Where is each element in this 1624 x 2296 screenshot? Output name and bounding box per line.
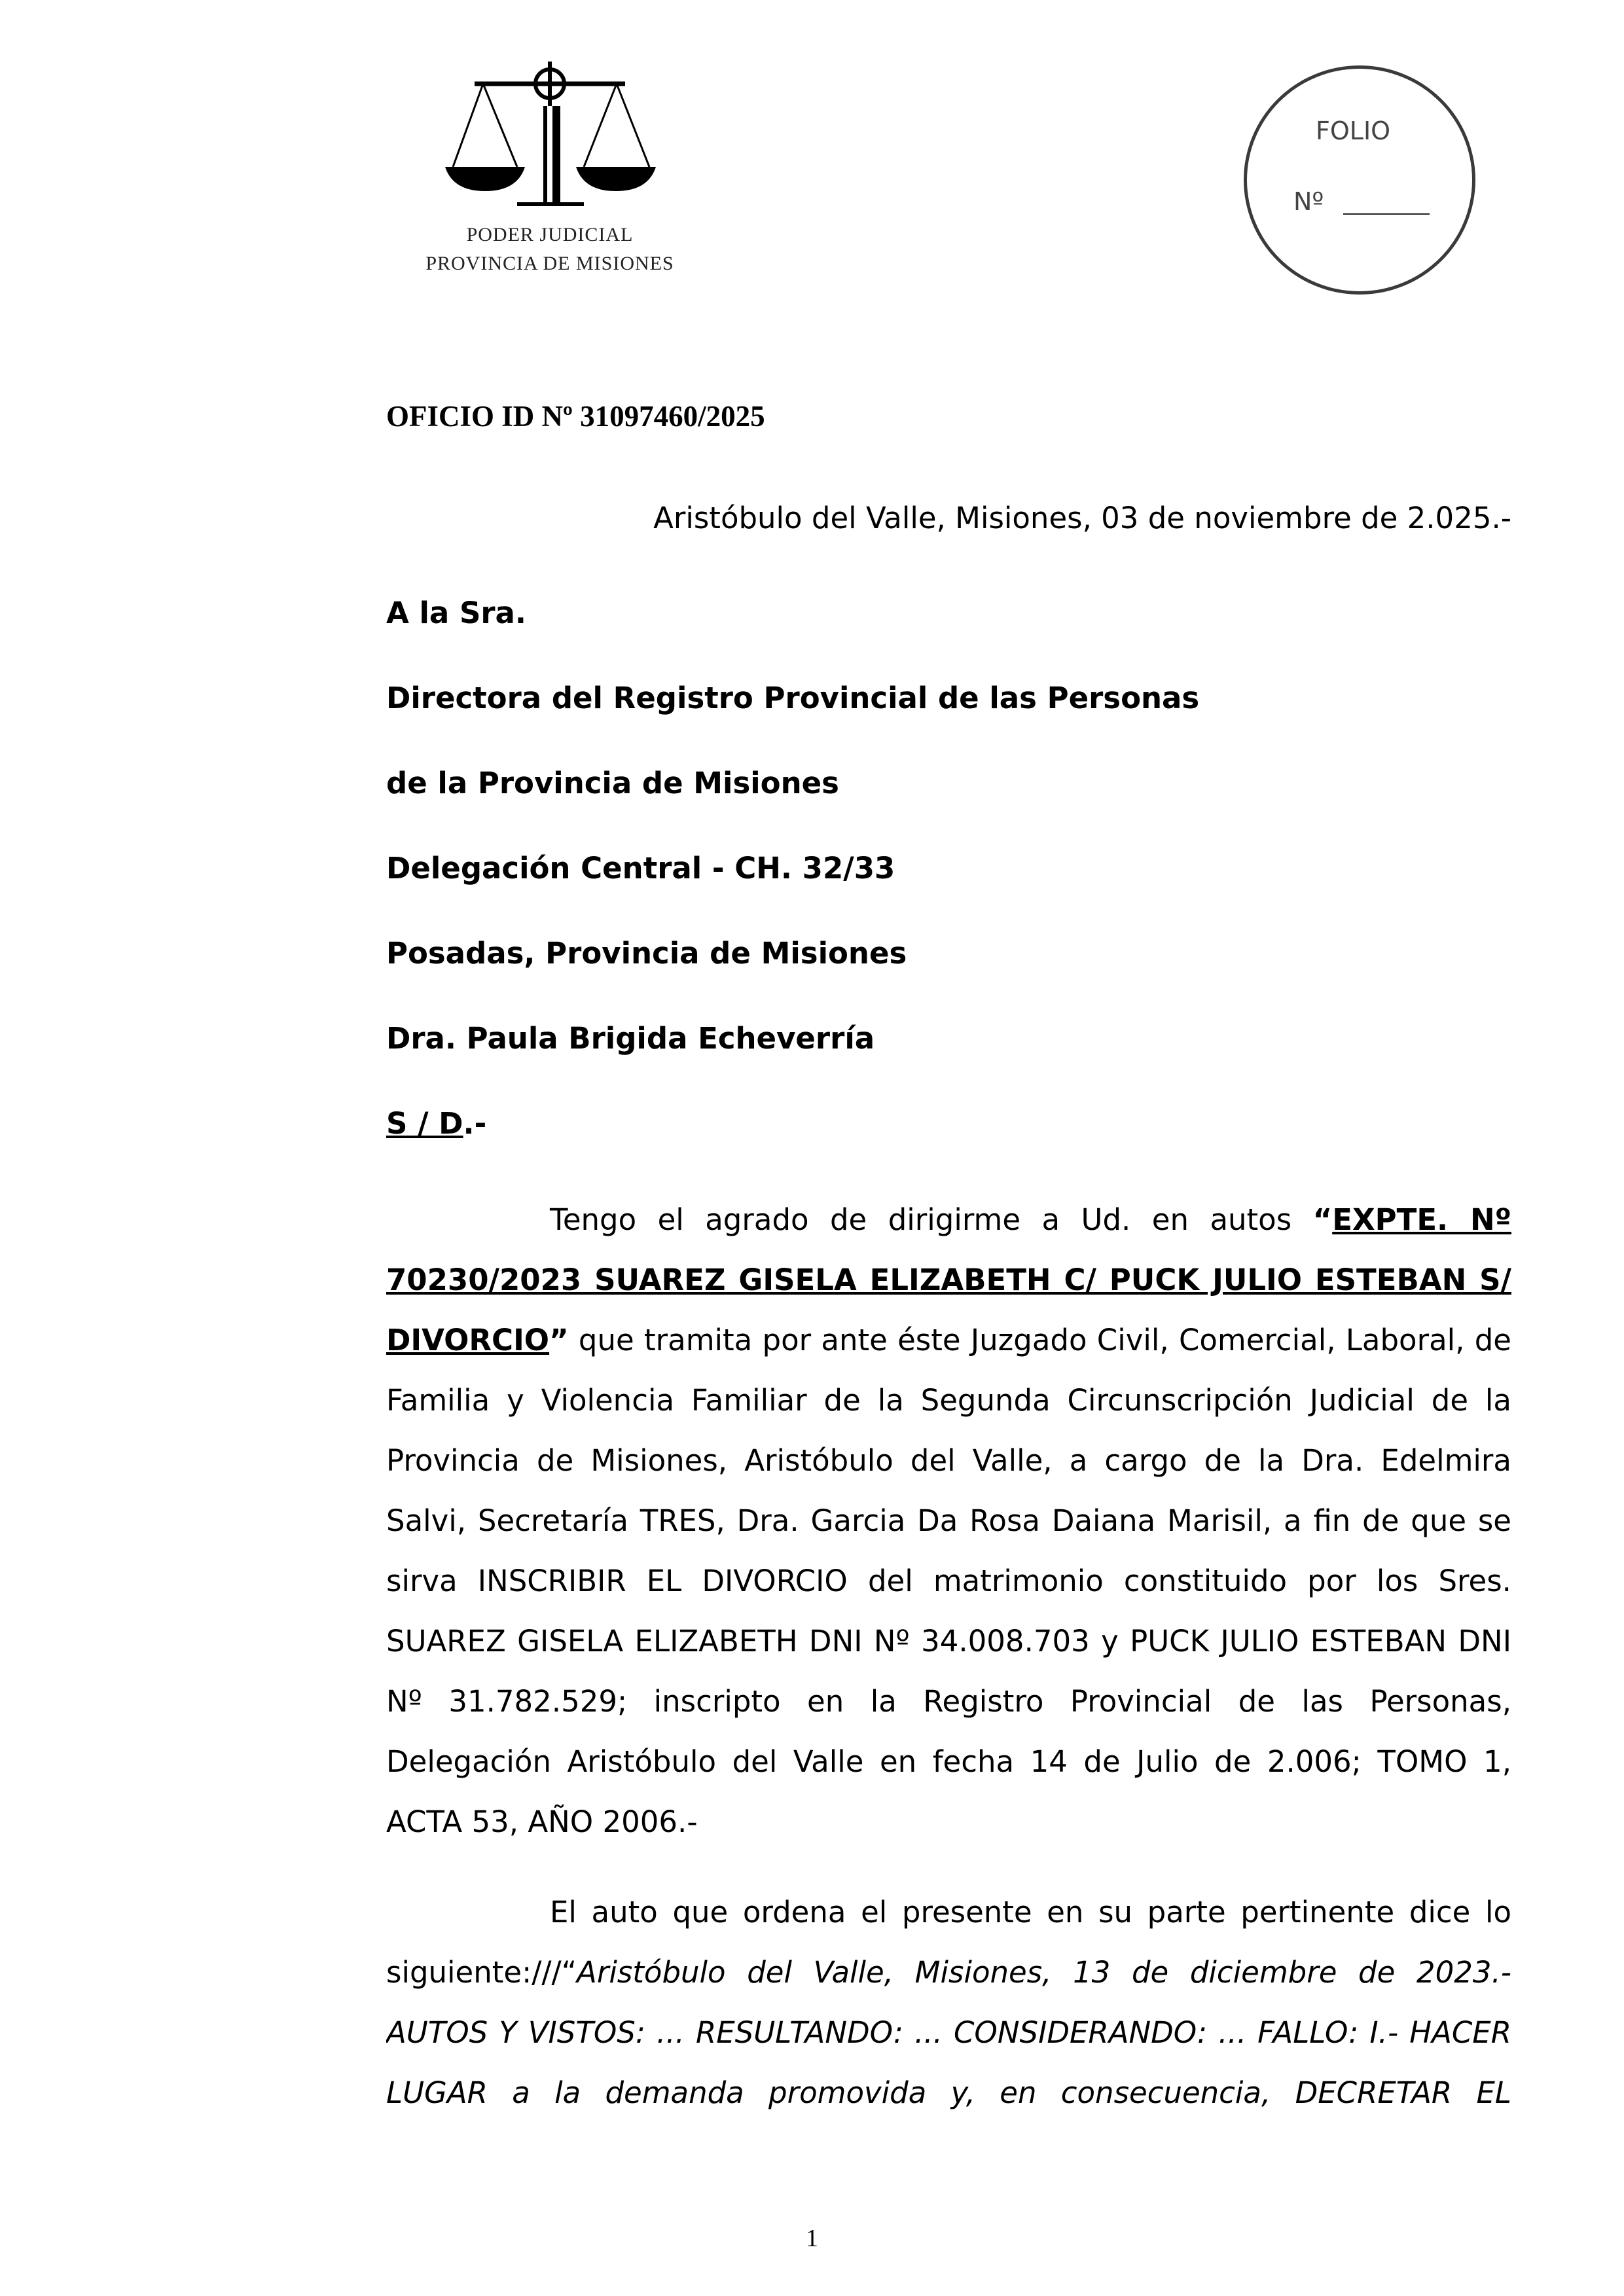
document-title: OFICIO ID Nº 31097460/2025 (386, 400, 765, 433)
case-caption-end: DIVORCIO (386, 1323, 550, 1357)
sd-underlined: S / D (386, 1106, 463, 1141)
place-date: Aristóbulo del Valle, Misiones, 03 de noviembre de 2.025.- (653, 501, 1511, 535)
body-paragraph-2 (386, 1882, 1511, 2123)
addressee-name: Dra. Paula Brigida Echeverría (386, 1021, 875, 1056)
quote-open: “ (1312, 1202, 1333, 1237)
case-caption: 70230/2023 SUAREZ GISELA ELIZABETH C/ PUCK JULIO ESTEBAN S/ (386, 1263, 1511, 1297)
quote-close: ” (549, 1323, 569, 1357)
folio-number-label: Nº (1293, 187, 1324, 216)
paragraph-line (386, 1250, 1511, 1310)
addressee-city: Posadas, Provincia de Misiones (386, 936, 907, 971)
paragraph-line: Provincia de Misiones, Aristóbulo del Valle, a cargo de la Dra. Edelmira (386, 1443, 1511, 1478)
paragraph-line: ACTA 53, AÑO 2006.- (386, 1804, 698, 1839)
paragraph-line (386, 1882, 1511, 1943)
paragraph-line: Delegación Aristóbulo del Valle en fecha 14 de Julio de 2.006; TOMO 1, (386, 1744, 1511, 1779)
logo-line-provincia: PROVINCIA DE MISIONES (425, 253, 674, 274)
body-paragraph-1 (386, 1190, 1511, 1852)
paragraph-line (386, 1943, 1511, 2003)
addressee-greeting: A la Sra. (386, 596, 527, 630)
text-run: El auto que ordena el presente en su parte pertinente dice lo (550, 1895, 1511, 1929)
folio-number-blank (1343, 213, 1430, 215)
folio-stamp (1244, 65, 1486, 295)
paragraph-line: Salvi, Secretaría TRES, Dra. Garcia Da Rosa Daiana Marisil, a fin de que se (386, 1503, 1511, 1538)
folio-circle (1244, 65, 1475, 295)
text-run: Tengo el agrado de dirigirme a Ud. en autos (550, 1202, 1313, 1237)
paragraph-line: LUGAR a la demanda promovida y, en consecuencia, DECRETAR EL (386, 2075, 1511, 2110)
addressee-delegation: Delegación Central - CH. 32/33 (386, 851, 895, 886)
paragraph-line: Familia y Violencia Familiar de la Segunda Circunscripción Judicial de la (386, 1383, 1511, 1418)
paragraph-line (386, 1190, 1511, 1250)
addressee-title: Directora del Registro Provincial de las Personas (386, 681, 1200, 715)
addressee-province: de la Provincia de Misiones (386, 766, 839, 800)
text-run: que tramita por ante éste Juzgado Civil, Comercial, Laboral, de (568, 1323, 1511, 1357)
paragraph-line: SUAREZ GISELA ELIZABETH DNI Nº 34.008.703 y PUCK JULIO ESTEBAN DNI (386, 1624, 1511, 1659)
logo-line-poder-judicial: PODER JUDICIAL (466, 224, 634, 245)
paragraph-line: Nº 31.782.529; inscripto en la Registro Provincial de las Personas, (386, 1684, 1511, 1719)
text-run: siguiente:///“ (386, 1955, 577, 1990)
addressee-sd (386, 1106, 486, 1141)
scales-of-justice-icon (412, 46, 687, 223)
case-number-start: EXPTE. Nº (1332, 1202, 1511, 1237)
paragraph-line: sirva INSCRIBIR EL DIVORCIO del matrimonio constituido por los Sres. (386, 1564, 1511, 1598)
page-number: 1 (806, 2225, 818, 2252)
court-logo (412, 46, 687, 288)
sd-suffix: .- (463, 1106, 487, 1141)
folio-label: FOLIO (1316, 117, 1391, 145)
paragraph-line (386, 1310, 1511, 1371)
paragraph-line: AUTOS Y VISTOS: ... RESULTANDO: ... CONSIDERANDO: ... FALLO: I.- HACER (386, 2015, 1511, 2050)
quoted-ruling-date: Aristóbulo del Valle, Misiones, 13 de diciembre de 2023.- (577, 1955, 1511, 1990)
